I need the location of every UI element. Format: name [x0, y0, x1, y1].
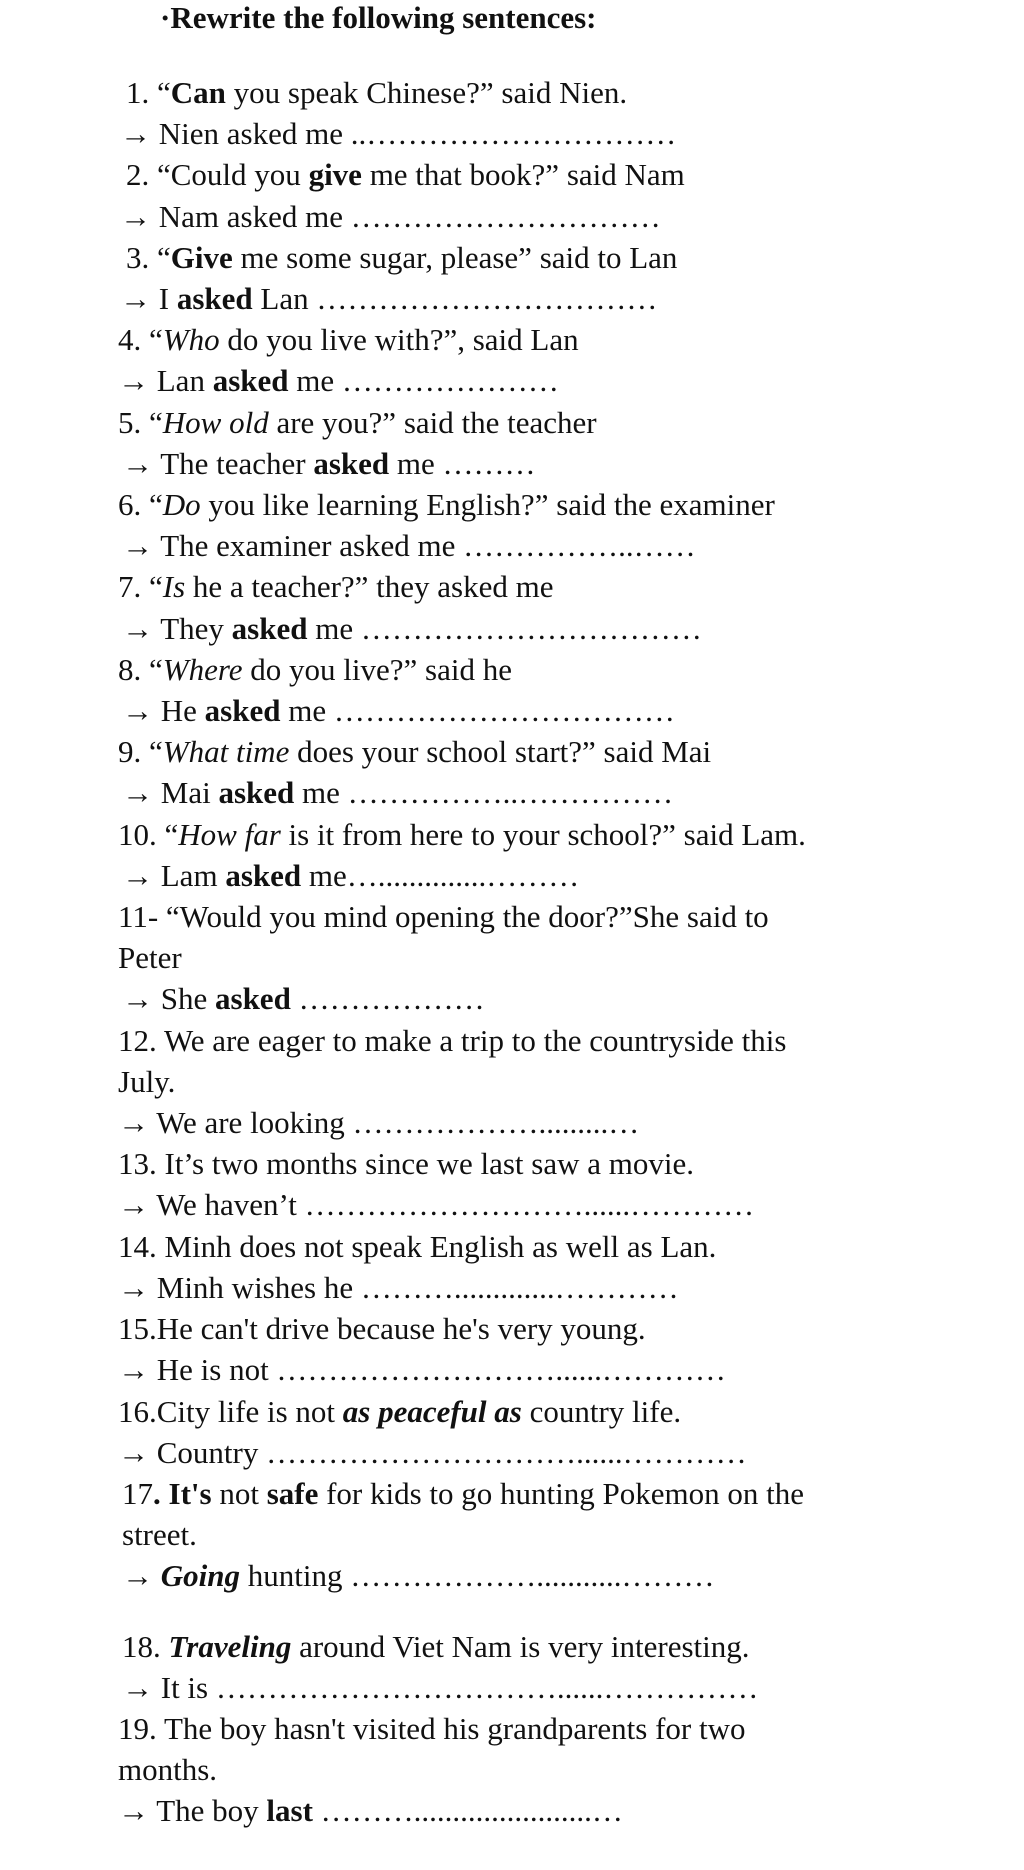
text-segment: Who	[162, 322, 220, 358]
text-segment: asked	[204, 693, 281, 729]
text-segment: 18.	[122, 1628, 169, 1664]
text-segment: Going	[160, 1558, 240, 1594]
text-segment: asked	[313, 445, 390, 481]
text-segment: How old	[162, 404, 269, 440]
sentence-line	[0, 1514, 1000, 1555]
text-segment: → Lan	[118, 363, 213, 399]
text-segment: does your school start?” said Mai	[289, 734, 712, 770]
text-segment: → The examiner asked me ……………..……	[122, 528, 696, 564]
text-segment: Traveling	[168, 1628, 292, 1664]
sentence-line	[0, 731, 1000, 772]
text-segment: → He is not ………………………......…………	[118, 1352, 726, 1388]
text-segment: Peter	[118, 940, 182, 976]
sentence-line	[0, 1626, 1000, 1667]
text-segment: What time	[162, 734, 290, 770]
text-segment: me ……………..……………	[294, 775, 674, 811]
text-segment: 3. “	[126, 239, 171, 275]
sentence-line	[0, 1143, 1000, 1184]
text-segment: Can	[170, 75, 226, 110]
answer-line	[0, 443, 1000, 484]
sentence-line	[0, 566, 1000, 607]
section-gap	[0, 1597, 1000, 1626]
text-segment: → Minh wishes he ……….............…………	[118, 1269, 679, 1305]
text-segment: → Mai	[122, 775, 219, 811]
answer-line	[0, 525, 1000, 566]
text-segment: hunting ………………...........………	[240, 1558, 715, 1594]
text-segment: me ……………………………	[280, 693, 675, 729]
answer-line	[0, 690, 1000, 731]
sentence-line	[0, 1473, 1000, 1514]
text-segment: do you live with?”, said Lan	[219, 322, 579, 358]
answer-line	[0, 1349, 1000, 1390]
sentence-line	[0, 1708, 1000, 1749]
text-segment: → The boy	[118, 1793, 267, 1829]
sentence-line	[0, 649, 1000, 690]
text-segment: 12. We are eager to make a trip to the countryside this	[118, 1022, 787, 1058]
worksheet-title: ·Rewrite the following sentences:	[160, 0, 597, 35]
text-segment: me …………………	[288, 363, 559, 399]
sentence-line	[0, 484, 1000, 525]
answer-line	[0, 772, 1000, 813]
text-segment: asked	[212, 363, 289, 399]
text-segment: me that book?” said Nam	[361, 157, 685, 193]
text-segment: → Nam asked me …………………………	[120, 198, 661, 234]
text-segment: 10. “	[118, 816, 179, 852]
text-segment: → The teacher	[122, 445, 314, 481]
text-segment: Is	[162, 569, 186, 605]
text-segment: asked	[231, 610, 308, 646]
text-segment: 13. It’s two months since we last saw a movie.	[118, 1146, 694, 1182]
sentence-line	[0, 1061, 1000, 1102]
sentence-line	[0, 402, 1000, 443]
text-segment: Do	[162, 487, 201, 523]
text-segment: asked	[215, 981, 291, 1017]
text-segment: 8. “	[118, 651, 163, 687]
text-segment: around Viet Nam is very interesting.	[291, 1628, 750, 1664]
text-segment: Where	[162, 651, 243, 687]
answer-line	[0, 1432, 1000, 1473]
text-segment: → She	[122, 981, 215, 1017]
text-segment: 16.City life is not	[118, 1393, 343, 1429]
sentence-line	[0, 1020, 1000, 1061]
text-segment: last	[266, 1793, 313, 1829]
text-segment: July.	[118, 1063, 176, 1099]
text-segment: 5. “	[118, 404, 163, 440]
answer-line	[0, 1102, 1000, 1143]
text-segment: ……….......................…	[312, 1793, 623, 1829]
text-segment: → It is ……………………………......……………	[122, 1669, 759, 1705]
sentence-line	[0, 896, 1000, 937]
exercise-list	[0, 72, 1000, 1832]
sentence-line	[0, 237, 1000, 278]
text-segment: for kids to go hunting Pokemon on the	[318, 1475, 805, 1511]
answer-line	[0, 1790, 1000, 1831]
text-segment: 7. “	[118, 569, 163, 605]
text-segment: is it from here to your school?” said Lam.	[280, 816, 806, 852]
text-segment: country life.	[521, 1393, 682, 1429]
text-segment: are you?” said the teacher	[268, 404, 597, 440]
text-segment: → He	[122, 693, 205, 729]
text-segment: you speak Chinese?” said Nien.	[225, 75, 628, 110]
sentence-line	[0, 1391, 1000, 1432]
answer-line	[0, 1267, 1000, 1308]
text-segment: me ……………………………	[307, 610, 702, 646]
answer-line	[0, 1555, 1000, 1596]
answer-line	[0, 1184, 1000, 1225]
text-segment: → I	[120, 281, 177, 317]
text-segment: months.	[118, 1752, 218, 1788]
text-segment: → They	[122, 610, 232, 646]
text-segment: safe	[266, 1475, 319, 1511]
answer-line	[0, 1667, 1000, 1708]
answer-line	[0, 360, 1000, 401]
text-segment: 15.He can't drive because he's very young.	[118, 1311, 646, 1347]
text-segment: Lan ……………………………	[252, 281, 658, 317]
text-segment: me…..............………	[301, 857, 580, 893]
sentence-line	[0, 1749, 1000, 1790]
text-segment: street.	[122, 1517, 197, 1553]
text-segment: . It's	[153, 1475, 212, 1511]
text-segment: How far	[178, 816, 281, 852]
text-segment: me ………	[389, 445, 536, 481]
text-segment: you like learning English?” said the examiner	[200, 487, 775, 523]
text-segment: → We haven’t ………………………......…………	[118, 1187, 755, 1223]
sentence-line	[0, 1308, 1000, 1349]
text-segment: 9. “	[118, 734, 163, 770]
text-segment: Give	[170, 239, 233, 275]
text-segment: me some sugar, please” said to Lan	[232, 239, 678, 275]
sentence-line	[0, 1226, 1000, 1267]
answer-line	[0, 608, 1000, 649]
text-segment: →	[122, 1558, 161, 1594]
sentence-line	[0, 937, 1000, 978]
sentence-line	[0, 814, 1000, 855]
text-segment: asked	[225, 857, 302, 893]
text-segment: 17	[122, 1475, 153, 1511]
sentence-line	[0, 154, 1000, 195]
text-segment: → Nien asked me ..…………………………	[120, 116, 677, 152]
text-segment: 19. The boy hasn't visited his grandparents for two	[118, 1710, 746, 1746]
text-segment: give	[308, 157, 362, 193]
text-segment: asked	[218, 775, 295, 811]
text-segment: 4. “	[118, 322, 163, 358]
answer-line	[0, 196, 1000, 237]
text-segment: as peaceful as	[342, 1393, 522, 1429]
text-segment: 1. “	[126, 75, 171, 110]
text-segment: ………………	[290, 981, 485, 1017]
text-segment: 2. “Could you	[126, 157, 309, 193]
text-segment: 14. Minh does not speak English as well as Lan.	[118, 1228, 717, 1264]
sentence-line	[0, 319, 1000, 360]
answer-line	[0, 978, 1000, 1019]
sentence-line	[0, 72, 1000, 113]
text-segment: 11- “Would you mind opening the door?”She said to	[118, 899, 769, 935]
text-segment: → Lam	[122, 857, 226, 893]
answer-line	[0, 855, 1000, 896]
answer-line	[0, 278, 1000, 319]
text-segment: not	[211, 1475, 267, 1511]
answer-line	[0, 113, 1000, 154]
text-segment: he a teacher?” they asked me	[185, 569, 554, 605]
text-segment: do you live?” said he	[242, 651, 512, 687]
text-segment: 6. “	[118, 487, 163, 523]
text-segment: → Country …………………………......…………	[118, 1434, 747, 1470]
text-segment: → We are looking ……………….........…	[118, 1105, 640, 1141]
text-segment: asked	[176, 281, 253, 317]
